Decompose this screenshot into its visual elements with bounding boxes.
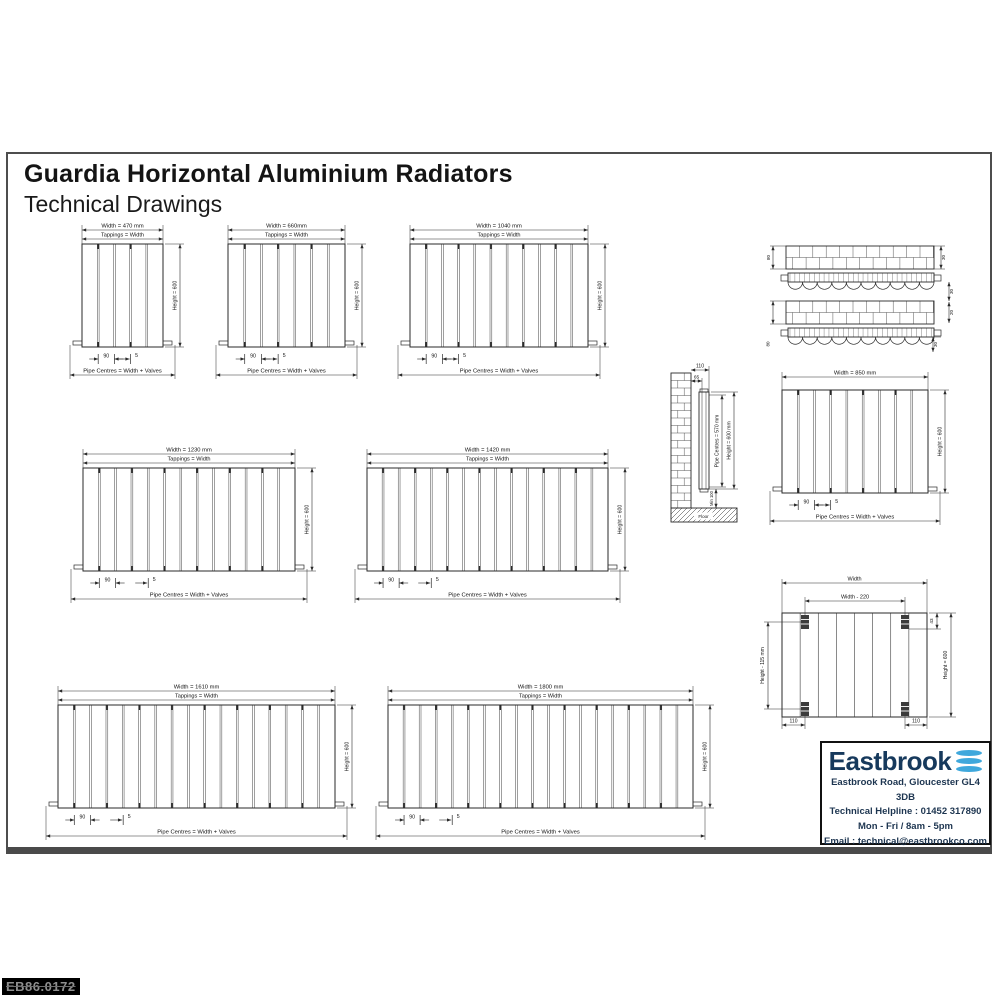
svg-text:90: 90 — [103, 353, 110, 360]
page-title: Guardia Horizontal Aluminium Radiators — [24, 160, 513, 188]
svg-text:5: 5 — [835, 499, 839, 505]
svg-text:Height = 600 mm: Height = 600 mm — [726, 421, 733, 460]
svg-text:Width: Width — [847, 576, 862, 583]
svg-text:90: 90 — [104, 577, 111, 584]
company-info-box — [820, 741, 991, 845]
radiator-drawing-470 — [70, 224, 184, 380]
bracket-positions-drawing — [760, 577, 956, 730]
svg-text:Tappings = Width: Tappings = Width — [100, 232, 145, 239]
company-email: Email : technical@eastbrookco.com — [824, 835, 987, 847]
svg-text:90: 90 — [409, 814, 415, 821]
svg-text:Pipe Centres = Width + Valves: Pipe Centres = Width + Valves — [157, 829, 236, 836]
svg-text:20: 20 — [949, 309, 954, 316]
company-hours: Mon - Fri / 8am - 5pm — [857, 821, 953, 833]
radiator-drawing-1040 — [398, 224, 609, 380]
svg-text:110: 110 — [912, 718, 920, 725]
svg-text:Height = 600: Height = 600 — [344, 741, 351, 772]
eastbrook-logo — [822, 746, 989, 776]
svg-text:Width = 470 mm: Width = 470 mm — [101, 223, 144, 230]
radiator-drawing-660 — [216, 224, 366, 380]
eastbrook-logo-icon — [956, 750, 982, 772]
document-code: EB86.0172 — [2, 978, 80, 995]
svg-text:Width = 1230 mm: Width = 1230 mm — [166, 447, 212, 454]
svg-text:Pipe Centres = Width + Valves: Pipe Centres = Width + Valves — [247, 368, 326, 375]
svg-text:Height = 600: Height = 600 — [937, 426, 944, 457]
svg-text:30: 30 — [941, 254, 946, 261]
radiator-drawing-1610 — [46, 685, 356, 841]
svg-text:5: 5 — [463, 353, 466, 359]
svg-text:90: 90 — [431, 353, 438, 360]
svg-text:Height = 600: Height = 600 — [354, 280, 361, 311]
svg-text:Tappings = Width: Tappings = Width — [264, 232, 309, 239]
svg-text:Height = 600: Height = 600 — [597, 280, 604, 311]
company-address: Eastbrook Road, Gloucester GL4 3DB — [831, 777, 980, 803]
svg-text:90: 90 — [250, 353, 256, 360]
svg-text:Width = 1420 mm: Width = 1420 mm — [464, 447, 511, 454]
svg-text:Pipe Centres = Width + Valves: Pipe Centres = Width + Valves — [815, 514, 895, 521]
svg-text:Height = 600: Height = 600 — [702, 741, 709, 772]
eastbrook-logo-text: Eastbrook — [828, 745, 952, 776]
svg-text:Pipe Centres = 570 mm: Pipe Centres = 570 mm — [714, 414, 721, 468]
svg-text:Floor: Floor — [698, 513, 709, 519]
svg-text:Width = 660mm: Width = 660mm — [266, 223, 307, 230]
svg-text:Width = 1040 mm: Width = 1040 mm — [476, 223, 522, 230]
svg-text:Pipe Centres = Width + Valves: Pipe Centres = Width + Valves — [459, 368, 539, 375]
svg-text:5: 5 — [456, 814, 460, 820]
svg-text:Height = 600: Height = 600 — [617, 504, 624, 535]
svg-text:Width - 220: Width - 220 — [840, 594, 870, 601]
svg-text:Tappings = Width: Tappings = Width — [167, 456, 211, 463]
radiator-drawing-1800 — [376, 685, 714, 841]
svg-text:Pipe Centres = Width + Valves: Pipe Centres = Width + Valves — [83, 368, 162, 375]
svg-text:Height - 115 mm: Height - 115 mm — [760, 647, 766, 684]
side-view-drawing — [658, 364, 752, 523]
svg-text:110: 110 — [696, 363, 704, 370]
svg-text:80: 80 — [766, 254, 771, 261]
svg-text:Min 100: Min 100 — [709, 491, 714, 506]
svg-text:80: 80 — [765, 341, 771, 347]
svg-text:30: 30 — [949, 288, 954, 295]
svg-text:Height = 600: Height = 600 — [304, 504, 311, 535]
svg-text:5: 5 — [127, 814, 131, 820]
radiator-drawing-1230 — [71, 448, 316, 604]
svg-text:5: 5 — [152, 577, 156, 583]
svg-text:5: 5 — [135, 353, 139, 359]
svg-text:90: 90 — [388, 577, 394, 584]
svg-text:Tappings = Width: Tappings = Width — [477, 232, 521, 239]
svg-text:Height = 600: Height = 600 — [943, 650, 949, 680]
top-view-drawing-2 — [766, 301, 942, 352]
svg-text:110: 110 — [789, 718, 798, 725]
svg-text:Pipe Centres = Width + Valves: Pipe Centres = Width + Valves — [448, 592, 527, 599]
svg-text:Tappings = Width: Tappings = Width — [465, 456, 510, 463]
svg-text:Width = 1610 mm: Width = 1610 mm — [173, 684, 220, 691]
svg-text:90: 90 — [803, 499, 810, 506]
svg-text:Width = 1800 mm: Width = 1800 mm — [517, 684, 564, 691]
svg-text:43: 43 — [929, 618, 934, 624]
page-subtitle: Technical Drawings — [24, 191, 223, 217]
svg-text:Pipe Centres = Width + Valves: Pipe Centres = Width + Valves — [149, 592, 229, 599]
svg-text:5: 5 — [435, 577, 439, 583]
svg-text:Width = 850 mm: Width = 850 mm — [833, 370, 877, 377]
radiator-drawing-850 — [770, 371, 949, 526]
svg-text:Tappings = Width: Tappings = Width — [174, 693, 219, 700]
svg-text:Pipe Centres = Width + Valves: Pipe Centres = Width + Valves — [501, 829, 580, 836]
svg-text:65: 65 — [693, 375, 700, 381]
svg-text:Height = 600: Height = 600 — [172, 280, 179, 311]
svg-text:90: 90 — [79, 814, 86, 821]
top-view-dims-mid — [947, 282, 954, 323]
top-view-drawing-1 — [766, 246, 946, 289]
svg-text:30: 30 — [933, 341, 938, 348]
radiator-drawing-1420 — [355, 448, 629, 604]
svg-text:5: 5 — [282, 353, 286, 359]
svg-text:Tappings = Width: Tappings = Width — [518, 693, 563, 700]
company-helpline: Technical Helpline : 01452 317890 — [829, 806, 982, 818]
